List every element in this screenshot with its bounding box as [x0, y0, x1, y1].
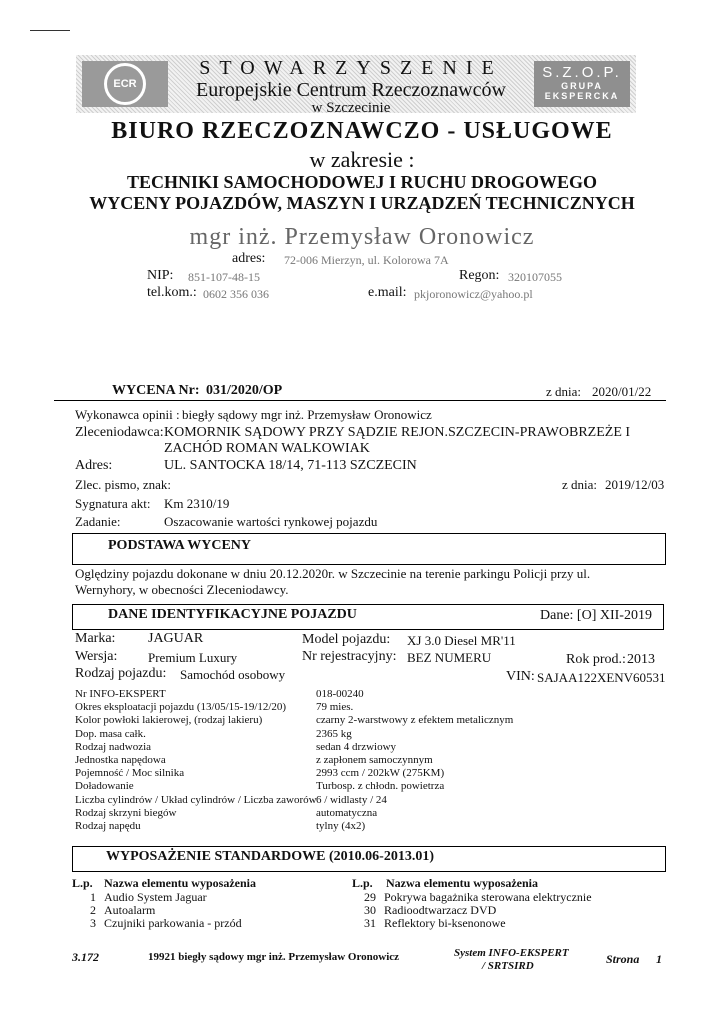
engineer-name: mgr inż. Przemysław Oronowicz [189, 224, 535, 250]
spec-value: tylny (4x2) [316, 820, 366, 832]
equipment-name: Reflektory bi-ksenonowe [384, 916, 506, 930]
make-label: Marka: [75, 631, 116, 646]
spec-value: 79 mies. [316, 701, 354, 714]
office-subtitle: w zakresie : [309, 147, 415, 172]
equipment-lp: 1 [90, 890, 96, 904]
production-year: 2013 [627, 652, 655, 667]
spec-label: Rodzaj nadwozia [75, 740, 152, 753]
signature-label: Sygnatura akt: [75, 496, 151, 511]
registration-value: BEZ NUMERU [407, 650, 492, 665]
address-label: adres: [232, 251, 266, 266]
client-line2: ZACHÓD ROMAN WALKOWIAK [164, 441, 370, 456]
spec-label: Rodzaj napędu [75, 820, 141, 832]
valuation-date-label: z dnia: [546, 384, 582, 399]
client-address-value: UL. SANTOCKA 18/14, 71-113 SZCZECIN [164, 458, 417, 473]
spec-value: sedan 4 drzwiowy [316, 740, 397, 753]
spec-row [75, 741, 675, 754]
client-address-label: Adres: [75, 458, 113, 473]
spec-label: Kolor powłoki lakierowej, (rodzaj lakieru) [75, 714, 263, 727]
office-title: BIURO RZECZOZNAWCZO - USŁUGOWE [111, 118, 613, 144]
vehicle-data-source: Dane: [O] XII-2019 [540, 608, 652, 623]
spec-value: 2365 kg [316, 727, 352, 740]
equipment-item [352, 903, 652, 916]
client-label: Zleceniodawca: [75, 425, 164, 440]
equipment-lp-header-left: L.p. [72, 876, 93, 890]
spec-label: Pojemność / Moc silnika [75, 767, 185, 780]
equipment-name-header-right: Nazwa elementu wyposażenia [386, 876, 538, 890]
spec-label: Nr INFO-EKSPERT [75, 688, 166, 700]
basis-line2: Wernyhory, w obecności Zleceniodawcy. [75, 582, 289, 597]
equipment-name: Audio System Jaguar [104, 890, 207, 904]
ecr-logo [82, 61, 168, 107]
spec-row [75, 780, 675, 793]
spec-label: Dop. masa całk. [75, 727, 146, 740]
regon-label: Regon: [459, 268, 500, 283]
spec-row [75, 688, 675, 701]
footer-author: 19921 biegły sądowy mgr inż. Przemysław Oronowicz [148, 951, 400, 963]
spec-value: Turbosp. z chłodn. powietrza [316, 780, 445, 793]
equipment-item [72, 890, 372, 903]
vehicle-type-label: Rodzaj pojazdu: [75, 666, 167, 681]
vehicle-type-value: Samochód osobowy [180, 667, 286, 682]
footer-system-line2: / SRTSIRD [482, 960, 534, 972]
footer-version: 3.172 [72, 950, 99, 964]
basis-line1: Oględziny pojazdu dokonane w dniu 20.12.2020r. w Szczecinie na terenie parkingu Policji przy ul. [75, 566, 591, 581]
contractor-label: Wykonawca opinii : [75, 407, 180, 422]
spec-label: Jednostka napędowa [75, 754, 166, 766]
spec-label: Doładowanie [75, 780, 134, 793]
ecr-logo-text: ECR [104, 63, 146, 105]
email-label: e.mail: [368, 285, 407, 300]
letterhead [76, 55, 636, 115]
spec-value: z zapłonem samoczynnym [316, 754, 433, 766]
equipment-lp: 29 [364, 890, 376, 904]
association-line3: w Szczecinie [311, 100, 391, 116]
version-value: Premium Luxury [148, 650, 238, 665]
szop-logo [534, 61, 630, 107]
task-label: Zadanie: [75, 514, 121, 529]
spec-value: automatyczna [316, 806, 378, 819]
equipment-item [352, 890, 652, 903]
footer-page-label: Strona [606, 952, 640, 966]
valuation-number-label: WYCENA Nr: [112, 383, 200, 398]
equipment-item [72, 903, 372, 916]
equipment-lp: 31 [364, 916, 376, 930]
version-label: Wersja: [75, 649, 118, 664]
production-year-label: Rok prod.: [566, 652, 626, 667]
association-line1: STOWARZYSZENIE [199, 57, 503, 79]
equipment-name: Autoalarm [104, 903, 156, 917]
scope-line1: TECHNIKI SAMOCHODOWEJ I RUCHU DROGOWEGO [126, 172, 598, 192]
model-label: Model pojazdu: [302, 632, 391, 647]
scope-line2: WYCENY POJAZDÓW, MASZYN I URZĄDZEŃ TECHNICZNYCH [89, 193, 635, 213]
vehicle-heading: DANE IDENTYFIKACYJNE POJAZDU [108, 607, 357, 622]
letter-date: 2019/12/03 [605, 477, 665, 492]
spec-row [75, 754, 675, 767]
address-value: 72-006 Mierzyn, ul. Kolorowa 7A [284, 253, 449, 267]
vin-value: SAJAA122XENV60531 [537, 670, 666, 685]
spec-row [75, 714, 675, 727]
make-value: JAGUAR [148, 631, 204, 646]
szop-logo-text: S.Z.O.P. [542, 64, 622, 81]
spec-label: Liczba cylindrów / Układ cylindrów / Liczba zaworów [75, 793, 317, 806]
spec-label: Okres eksploatacji pojazdu (13/05/15-19/12/20) [75, 701, 287, 714]
signature-value: Km 2310/19 [164, 496, 230, 511]
corner-mark [30, 30, 70, 31]
client-line1: KOMORNIK SĄDOWY PRZY SĄDZIE REJON.SZCZECIN-PRAWOBRZEŻE I [164, 425, 631, 440]
nip-label: NIP: [147, 268, 174, 283]
model-value: XJ 3.0 Diesel MR'11 [407, 633, 516, 648]
tel-value: 0602 356 036 [203, 287, 269, 301]
szop-logo-expert: EKSPERCKA [544, 91, 620, 101]
valuation-date: 2020/01/22 [592, 384, 652, 399]
spec-row [75, 794, 675, 807]
equipment-name: Pokrywa bagażnika sterowana elektrycznie [384, 890, 592, 904]
spec-row [75, 807, 675, 820]
spec-value: 6 / widlasty / 24 [316, 793, 387, 806]
email-value: pkjoronowicz@yahoo.pl [414, 287, 533, 301]
tel-label: tel.kom.: [147, 285, 197, 300]
equipment-lp: 3 [90, 916, 96, 930]
spec-value: 2993 ccm / 202kW (275KM) [316, 767, 445, 780]
valuation-number: 031/2020/OP [206, 383, 283, 398]
equipment-lp: 30 [364, 903, 376, 917]
contractor-value: biegły sądowy mgr inż. Przemysław Oronowicz [182, 407, 432, 422]
equipment-name-header-left: Nazwa elementu wyposażenia [104, 876, 256, 890]
equipment-lp-header-right: L.p. [352, 876, 373, 890]
equipment-item [352, 916, 652, 929]
footer-system-line1: System INFO-EKSPERT [454, 947, 569, 959]
spec-value: czarny 2-warstwowy z efektem metalicznym [316, 714, 514, 727]
task-value: Oszacowanie wartości rynkowej pojazdu [164, 514, 378, 529]
equipment-name: Radioodtwarzacz DVD [384, 903, 497, 917]
szop-logo-group: GRUPA [561, 81, 603, 91]
basis-heading: PODSTAWA WYCENY [108, 538, 252, 553]
footer-page-number: 1 [656, 952, 662, 966]
spec-value: 018-00240 [316, 688, 364, 700]
spec-row [75, 728, 675, 741]
registration-label: Nr rejestracyjny: [302, 649, 397, 664]
equipment-lp: 2 [90, 903, 96, 917]
vin-label: VIN: [506, 669, 535, 684]
equipment-item [72, 916, 372, 929]
spec-row [75, 767, 675, 780]
letter-label: Zlec. pismo, znak: [75, 477, 172, 492]
divider [54, 400, 666, 401]
nip-value: 851-107-48-15 [188, 270, 260, 284]
regon-value: 320107055 [508, 270, 562, 284]
spec-label: Rodzaj skrzyni biegów [75, 806, 177, 819]
spec-row [75, 820, 675, 833]
association-line2: Europejskie Centrum Rzeczoznawców [196, 79, 506, 101]
equipment-name: Czujniki parkowania - przód [104, 916, 242, 930]
equipment-heading: WYPOSAŻENIE STANDARDOWE (2010.06-2013.01) [106, 849, 434, 864]
spec-row [75, 701, 675, 714]
letter-date-label: z dnia: [562, 477, 598, 492]
